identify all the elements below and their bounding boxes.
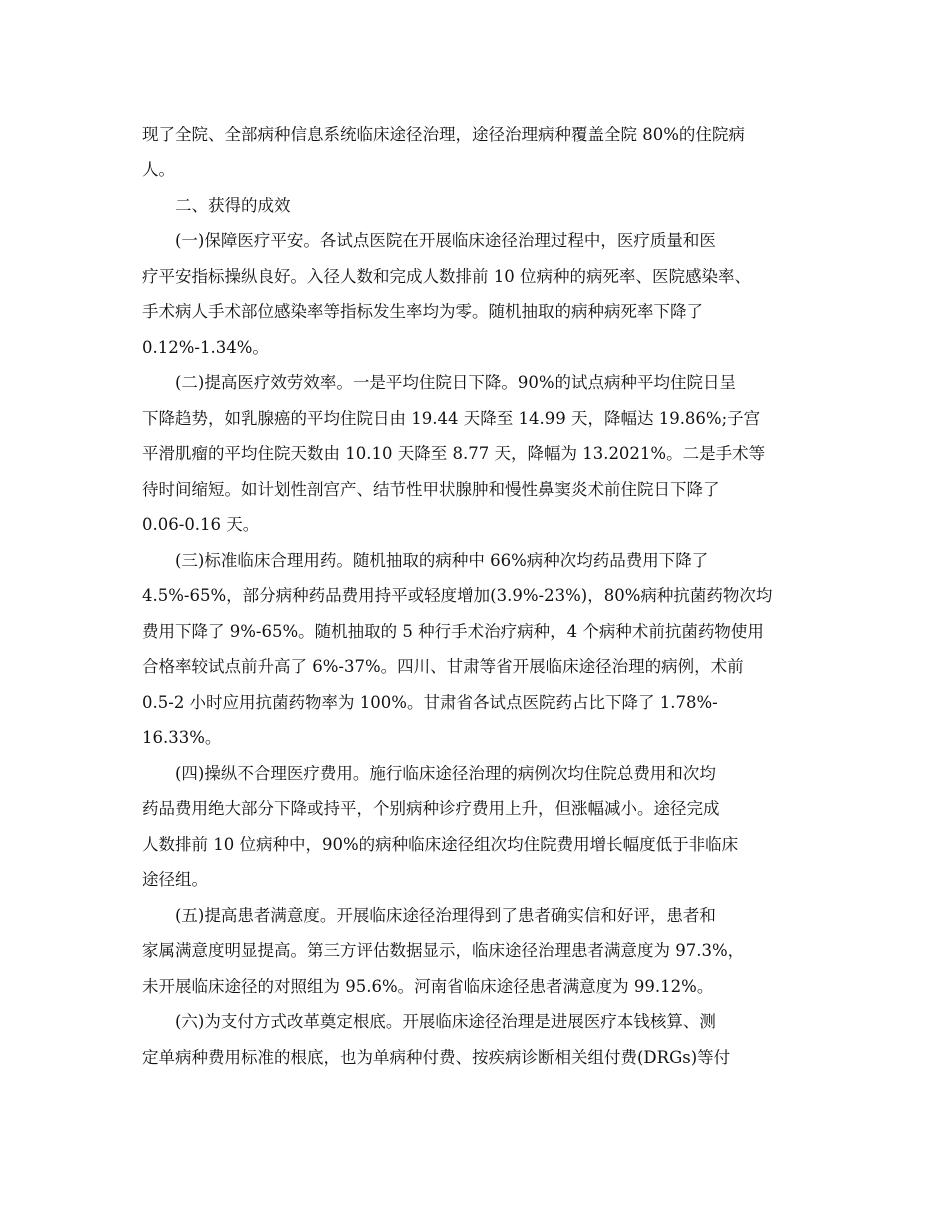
text-line [0, 401, 950, 437]
text-line [0, 933, 950, 969]
line-text: 0.5-2 小时应用抗菌药物率为 100%。甘肃省各试点医院药占比下降了 1.78%- [142, 693, 718, 712]
line-text: 人数排前 10 位病种中，90%的病种临床途径组次均住院费用增长幅度低于非临床 [142, 835, 739, 854]
line-text: 0.12%-1.34%。 [142, 338, 269, 357]
line-text: (三)标准临床合理用药。随机抽取的病种中 66%病种次均药品费用下降了 [175, 551, 709, 570]
section-heading [0, 188, 950, 224]
line-text: 未开展临床途径的对照组为 95.6%。河南省临床途径患者满意度为 99.12%。 [142, 977, 714, 996]
line-text: 人。 [142, 160, 175, 179]
line-text: 现了全院、全部病种信息系统临床途径治理，途径治理病种覆盖全院 80%的住院病 [142, 125, 745, 144]
line-text: 0.06-0.16 天。 [142, 515, 260, 534]
text-line [0, 827, 950, 863]
line-text: 费用下降了 9%-65%。随机抽取的 5 种行手术治疗病种，4 个病种术前抗菌药物使用 [142, 622, 764, 641]
line-text: 16.33%。 [142, 728, 222, 747]
text-line [0, 436, 950, 472]
line-text: 平滑肌瘤的平均住院天数由 10.10 天降至 8.77 天，降幅为 13.2021%。二是手术等 [142, 444, 766, 463]
text-line [0, 578, 950, 614]
text-line [0, 862, 950, 898]
text-line [0, 543, 950, 579]
line-text: 途径组。 [142, 870, 208, 889]
line-text: (六)为支付方式改革奠定根底。开展临床途径治理是进展医疗本钱核算、测 [175, 1012, 716, 1031]
line-text: (一)保障医疗平安。各试点医院在开展临床途径治理过程中，医疗质量和医 [175, 231, 716, 250]
line-text: (二)提高医疗效劳效率。一是平均住院日下降。90%的试点病种平均住院日呈 [175, 373, 737, 392]
line-text: 家属满意度明显提高。第三方评估数据显示，临床途径治理患者满意度为 97.3%， [142, 941, 745, 960]
line-text: 药品费用绝大部分下降或持平，个别病种诊疗费用上升，但涨幅减小。途径完成 [142, 799, 720, 818]
line-text: 手术病人手术部位感染率等指标发生率均为零。随机抽取的病种病死率下降了 [142, 302, 703, 321]
line-text: 疗平安指标操纵良好。入径人数和完成人数排前 10 位病种的病死率、医院感染率、 [142, 267, 751, 286]
text-line [0, 117, 950, 153]
text-line [0, 1040, 950, 1076]
line-text: 定单病种费用标准的根底，也为单病种付费、按疾病诊断相关组付费(DRGs)等付 [142, 1048, 731, 1067]
text-line [0, 330, 950, 366]
text-line [0, 259, 950, 295]
text-line [0, 614, 950, 650]
text-line [0, 791, 950, 827]
line-text: 合格率较试点前升高了 6%-37%。四川、甘肃等省开展临床途径治理的病例，术前 [142, 657, 744, 676]
text-line [0, 223, 950, 259]
heading-text: 二、获得的成效 [175, 196, 291, 215]
text-line [0, 365, 950, 401]
text-line [0, 898, 950, 934]
text-line [0, 649, 950, 685]
text-line [0, 756, 950, 792]
text-line [0, 720, 950, 756]
line-text: 下降趋势，如乳腺癌的平均住院日由 19.44 天降至 14.99 天，降幅达 19.86%;子宫 [142, 409, 761, 428]
text-line [0, 507, 950, 543]
text-line [0, 152, 950, 188]
text-line [0, 1004, 950, 1040]
text-line [0, 685, 950, 721]
text-line [0, 294, 950, 330]
text-line [0, 472, 950, 508]
line-text: (五)提高患者满意度。开展临床途径治理得到了患者确实信和好评，患者和 [175, 906, 716, 925]
line-text: (四)操纵不合理医疗费用。施行临床途径治理的病例次均住院总费用和次均 [175, 764, 716, 783]
line-text: 4.5%-65%，部分病种药品费用持平或轻度增加(3.9%-23%)，80%病种抗菌药物次均 [142, 586, 773, 605]
text-line [0, 969, 950, 1005]
line-text: 待时间缩短。如计划性剖宫产、结节性甲状腺肿和慢性鼻窦炎术前住院日下降了 [142, 480, 720, 499]
